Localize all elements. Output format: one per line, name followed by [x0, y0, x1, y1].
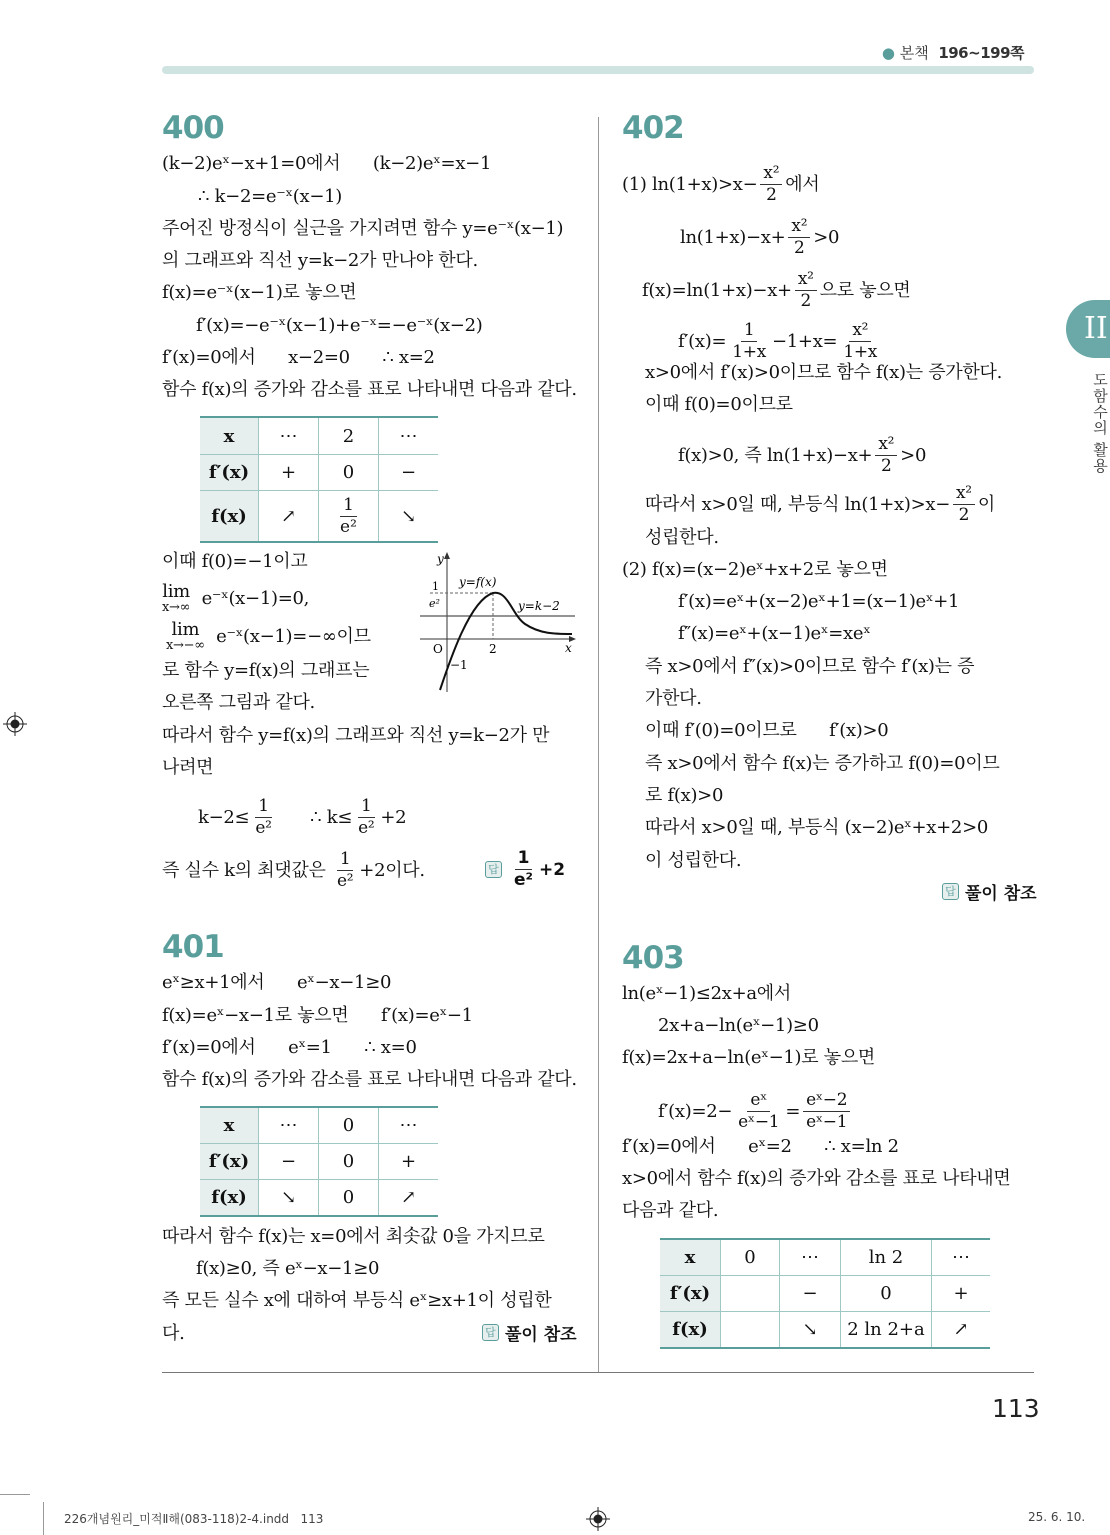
answer-badge-icon: 답 — [942, 883, 959, 900]
math-text: 이 성립한다. — [645, 850, 742, 871]
table-cell — [660, 1276, 721, 1312]
s402-line — [645, 483, 995, 526]
table-cell — [379, 1180, 439, 1217]
s402-line — [642, 269, 911, 312]
numerator: 1 — [337, 849, 354, 871]
math-text: f(x)=eˣ−x−1로 놓으면 f′(x)=eˣ−1 — [162, 1005, 473, 1026]
math-text: 따라서 x>0일 때, 부등식 (x−2)eˣ+x+2>0 — [645, 817, 989, 838]
cell-text: f′(x) — [669, 1283, 711, 1304]
denominator: e² — [255, 818, 272, 838]
math-text: 풀이 참조 — [505, 1325, 577, 1345]
cell-text: ↘ — [280, 1187, 297, 1208]
math-text: +2 — [380, 806, 407, 828]
table-cell — [319, 455, 379, 491]
math-text: (k−2)eˣ−x+1=0에서 (k−2)eˣ=x−1 — [162, 153, 492, 174]
math-text: 로 f(x)>0 — [645, 785, 724, 806]
answer-value — [505, 1320, 577, 1345]
s401-line — [162, 1035, 417, 1061]
numerator: x² — [875, 434, 897, 456]
math-text: k−2≤ — [198, 806, 250, 828]
limit-subscript: x→−∞ — [166, 638, 205, 653]
math-text: 풀이 참조 — [965, 884, 1037, 904]
s400-line — [162, 549, 307, 575]
math-text: f(x)=ln(1+x)−x+ — [642, 279, 792, 301]
cell-text: ⋯ — [801, 1247, 819, 1268]
denominator: e² — [337, 871, 354, 891]
math-text: 나려면 — [162, 757, 214, 778]
s400-line — [162, 755, 213, 781]
y-axis-arrow-icon — [444, 552, 450, 559]
math-text: f′(x)= — [678, 330, 727, 352]
math-text: 즉 x>0에서 f″(x)>0이므로 함수 f′(x)는 증 — [645, 656, 975, 677]
book-label: 본책 — [899, 44, 929, 62]
s400-line — [196, 313, 482, 339]
fraction — [953, 483, 975, 526]
numerator: x² — [849, 320, 871, 342]
cell-text: f′(x) — [208, 1151, 250, 1172]
function-graph — [410, 545, 585, 695]
table-cell — [259, 417, 319, 455]
s402-line — [645, 686, 702, 712]
numerator: 1 — [741, 320, 758, 342]
s400-line — [162, 345, 435, 371]
problem-number-403: 403 — [622, 940, 684, 976]
cell-text: x — [223, 1115, 235, 1136]
math-text: 2x+a−ln(eˣ−1)≥0 — [658, 1015, 819, 1036]
cell-text: 0 — [342, 462, 355, 483]
numerator: 1 — [358, 796, 375, 818]
math-text: ∴ k≤ — [277, 806, 353, 828]
cell-text: ↘ — [400, 505, 417, 527]
s400-line — [162, 582, 309, 615]
cell-text: 0 — [880, 1283, 892, 1304]
graph-origin-label: O — [433, 642, 443, 656]
math-text: 이때 f(0)=0이므로 — [645, 394, 793, 415]
chapter-tab[interactable]: II — [1066, 300, 1110, 358]
bullet-icon: ● — [881, 44, 895, 62]
s400-line — [162, 690, 315, 716]
table-row — [200, 455, 438, 491]
math-text: e⁻ˣ(x−1)=0, — [196, 587, 310, 609]
table-cell — [200, 1144, 259, 1180]
limit-subscript: x→∞ — [162, 600, 191, 615]
limit — [162, 582, 190, 615]
table-cell — [780, 1239, 841, 1276]
graph-y-intercept: −1 — [450, 658, 468, 672]
s400-line — [162, 658, 369, 684]
cell-text: + — [953, 1283, 969, 1304]
cell-text: f(x) — [211, 1187, 247, 1208]
table-cell — [932, 1239, 991, 1276]
denominator: eˣ−1 — [738, 1112, 780, 1132]
answer-value — [965, 879, 1037, 904]
math-text: = — [785, 1100, 801, 1122]
numerator: x² — [788, 216, 810, 238]
s403-line — [622, 1134, 899, 1160]
footer-file-name: 226개념원리_미적Ⅱ해(083-118)2-4.indd 113 — [64, 1512, 324, 1526]
math-text: −1+x= — [771, 330, 838, 352]
cell-text: 0 — [342, 1187, 355, 1208]
table-cell — [200, 1107, 259, 1144]
s400-line — [162, 849, 425, 892]
problem-number-401: 401 — [162, 929, 224, 965]
registration-mark-icon — [3, 712, 27, 736]
fraction — [252, 796, 274, 839]
table-cell — [259, 455, 319, 491]
s402-line — [645, 848, 741, 874]
table-cell — [721, 1312, 780, 1349]
fraction — [875, 434, 897, 477]
math-text: f″(x)=eˣ+(x−1)eˣ=xeˣ — [678, 623, 871, 644]
s400-answer — [485, 848, 565, 891]
cell-text: − — [802, 1283, 818, 1304]
s403-line — [622, 981, 791, 1007]
table-cell — [200, 417, 259, 455]
s402-line — [645, 783, 723, 809]
s402-line — [645, 718, 888, 744]
cell-text: ⋯ — [279, 1115, 298, 1136]
math-text: ln(1+x)−x+ — [680, 226, 786, 248]
math-text: x>0에서 함수 f(x)의 증가와 감소를 표로 나타내면 — [622, 1168, 1011, 1189]
s402-line — [678, 320, 883, 363]
problem-number-400: 400 — [162, 110, 224, 146]
fraction — [334, 849, 356, 892]
cell-text: 0 — [342, 1151, 355, 1172]
problem-number-402: 402 — [622, 110, 684, 146]
cell-text: ⋯ — [952, 1247, 970, 1268]
limit-operator: lim — [171, 619, 200, 640]
table-cell — [200, 1180, 259, 1217]
chapter-title: 도함수의 활용 — [1091, 372, 1109, 474]
math-text: ∴ k−2=e⁻ˣ(x−1) — [198, 186, 343, 207]
s400-line — [162, 216, 563, 242]
fraction — [337, 495, 360, 538]
bottom-rule — [162, 1372, 1034, 1373]
limit — [166, 620, 205, 653]
s401-line — [162, 1224, 545, 1250]
math-text: 오른쪽 그림과 같다. — [162, 692, 315, 713]
math-text: 이때 f′(0)=0이므로 f′(x)>0 — [645, 720, 889, 741]
denominator: 2 — [766, 185, 777, 205]
cell-text: ↗ — [280, 505, 297, 527]
table-cell — [200, 455, 259, 491]
cell-text: f(x) — [211, 505, 247, 527]
s402-line — [678, 589, 959, 615]
table-row — [660, 1312, 990, 1349]
math-text: f′(x)=0에서 x−2=0 ∴ x=2 — [162, 347, 435, 368]
s403-line — [658, 1090, 853, 1133]
numerator: 1 — [515, 848, 533, 870]
s402-line — [645, 654, 974, 680]
answer-badge-icon: 답 — [482, 1324, 499, 1341]
math-text: 가한다. — [645, 688, 702, 709]
table-cell — [259, 1144, 319, 1180]
s400-variation-table — [200, 416, 438, 543]
s402-line — [622, 557, 888, 583]
math-text: f′(x)=−e⁻ˣ(x−1)+e⁻ˣ=−e⁻ˣ(x−2) — [196, 315, 483, 336]
s402-line — [678, 434, 926, 477]
s400-line — [162, 151, 491, 177]
math-text: 이 — [977, 493, 995, 515]
s400-line — [162, 248, 478, 274]
math-text: f(x)≥0, 즉 eˣ−x−1≥0 — [196, 1258, 380, 1279]
table-cell — [932, 1312, 991, 1349]
table-row — [200, 1144, 438, 1180]
math-text: f(x)=2x+a−ln(eˣ−1)로 놓으면 — [622, 1047, 876, 1068]
s401-line — [196, 1256, 379, 1282]
footer-date: 25. 6. 10. — [1028, 1510, 1086, 1524]
numerator: x² — [795, 269, 817, 291]
math-text: ln(eˣ−1)≤2x+a에서 — [622, 983, 791, 1004]
math-text: e⁻ˣ(x−1)=−∞이므 — [210, 625, 371, 647]
fraction — [760, 163, 782, 206]
math-text: 주어진 방정식이 실근을 가지려면 함수 y=e⁻ˣ(x−1) — [162, 218, 564, 239]
s402-line — [645, 525, 719, 551]
cell-text: 0 — [744, 1247, 756, 1268]
math-text: 에서 — [785, 173, 820, 195]
denominator: 2 — [958, 505, 970, 525]
cell-text: + — [280, 462, 297, 483]
table-row — [660, 1276, 990, 1312]
cell-text: ↗ — [400, 1187, 417, 1208]
math-text: 따라서 함수 y=f(x)의 그래프와 직선 y=k−2가 만 — [162, 725, 550, 746]
answer-value — [508, 848, 565, 891]
table-cell — [841, 1276, 932, 1312]
math-text: >0 — [813, 226, 840, 248]
table-cell — [200, 491, 259, 543]
table-cell — [379, 491, 439, 543]
s403-line — [622, 1045, 875, 1071]
limit-operator: lim — [162, 581, 190, 602]
math-text: 따라서 함수 f(x)는 x=0에서 최솟값 0을 가지므로 — [162, 1226, 545, 1247]
s401-line — [162, 1321, 185, 1347]
cell-text: ↗ — [953, 1319, 969, 1340]
math-text: f′(x)=0에서 eˣ=1 ∴ x=0 — [162, 1037, 417, 1058]
crop-mark — [43, 1502, 44, 1535]
s403-line — [658, 1013, 819, 1039]
cell-text: ln 2 — [868, 1247, 904, 1268]
table-cell — [319, 1107, 379, 1144]
fraction — [795, 269, 817, 312]
cell-text: ↘ — [802, 1319, 818, 1340]
cell-text: 2 ln 2+a — [847, 1319, 925, 1340]
math-text: (2) f(x)=(x−2)eˣ+x+2로 놓으면 — [622, 559, 888, 580]
denominator: 2 — [880, 456, 892, 476]
fraction — [840, 320, 880, 363]
s401-variation-table — [200, 1106, 438, 1217]
graph-y-label: y — [437, 552, 444, 566]
math-text: 따라서 x>0일 때, 부등식 ln(1+x)>x− — [645, 493, 950, 515]
denominator: e² — [340, 516, 357, 537]
s400-line — [166, 620, 371, 653]
table-cell — [379, 1144, 439, 1180]
math-text: 즉 x>0에서 함수 f(x)는 증가하고 f(0)=0이므 — [645, 753, 1000, 774]
fraction — [788, 216, 810, 259]
column-divider — [598, 117, 599, 1373]
s403-line — [622, 1198, 718, 1224]
table-cell — [319, 491, 379, 543]
fraction — [511, 848, 536, 891]
math-text: eˣ≥x+1에서 eˣ−x−1≥0 — [162, 972, 392, 993]
math-text: 다. — [162, 1323, 185, 1344]
numerator: x² — [760, 163, 782, 185]
numerator: 1 — [340, 495, 357, 517]
table-cell — [780, 1276, 841, 1312]
graph-max-denominator: e² — [429, 597, 440, 610]
s400-line — [162, 377, 577, 403]
cell-text: f(x) — [672, 1319, 708, 1340]
s401-line — [162, 1067, 577, 1093]
math-text: 즉 모든 실수 x에 대하여 부등식 eˣ≥x+1이 성립한 — [162, 1290, 552, 1311]
math-text: >0 — [900, 444, 927, 466]
table-cell — [780, 1312, 841, 1349]
s400-line — [162, 280, 356, 306]
math-text: f′(x)=0에서 eˣ=2 ∴ x=ln 2 — [622, 1136, 899, 1157]
table-cell — [379, 455, 439, 491]
math-text: f′(x)=2− — [658, 1100, 733, 1122]
cell-text: − — [280, 1151, 297, 1172]
math-text: 의 그래프와 직선 y=k−2가 만나야 한다. — [162, 250, 478, 271]
fraction — [735, 1090, 782, 1133]
denominator: e² — [358, 818, 375, 838]
math-text: +2 — [538, 859, 566, 880]
math-text: f(x)=e⁻ˣ(x−1)로 놓으면 — [162, 282, 357, 303]
fraction — [355, 796, 377, 839]
denominator: eˣ−1 — [806, 1112, 848, 1132]
page-number: 113 — [992, 1394, 1040, 1423]
header-bar — [162, 66, 1034, 74]
numerator: eˣ — [747, 1090, 770, 1112]
graph-x-tick-2: 2 — [489, 642, 497, 656]
table-cell — [379, 1107, 439, 1144]
math-text: 즉 실수 k의 최댓값은 — [162, 859, 331, 881]
table-cell — [379, 417, 439, 455]
table-cell — [259, 1107, 319, 1144]
table-row — [660, 1239, 990, 1276]
cell-text: − — [400, 462, 417, 483]
graph-max-numerator: 1 — [432, 580, 439, 593]
table-cell — [841, 1312, 932, 1349]
table-cell — [660, 1239, 721, 1276]
denominator: 2 — [794, 238, 805, 258]
table-cell — [721, 1276, 780, 1312]
crop-mark — [0, 1494, 30, 1495]
cell-text: + — [400, 1151, 417, 1172]
s403-line — [622, 1166, 1010, 1192]
table-cell — [319, 417, 379, 455]
numerator: eˣ−2 — [803, 1090, 850, 1112]
denominator: 1+x — [843, 342, 878, 362]
table-row — [200, 491, 438, 543]
graph-line-label: y=k−2 — [518, 599, 560, 613]
table-row — [200, 1180, 438, 1217]
s403-variation-table — [660, 1238, 990, 1349]
numerator: x² — [953, 483, 975, 505]
cell-text: ⋯ — [399, 425, 418, 447]
table-row — [200, 1107, 438, 1144]
fraction — [803, 1090, 850, 1133]
math-text: +2이다. — [359, 859, 425, 881]
numerator: 1 — [255, 796, 272, 818]
table-cell — [932, 1276, 991, 1312]
math-text: 이때 f(0)=−1이고 — [162, 551, 308, 572]
s402-line — [645, 360, 1002, 386]
table-cell — [319, 1144, 379, 1180]
s402-line — [622, 163, 819, 206]
cell-text: 2 — [342, 425, 355, 447]
cell-text: ⋯ — [399, 1115, 418, 1136]
cell-text: x — [223, 425, 235, 447]
s401-answer — [482, 1320, 577, 1345]
cell-text: x — [684, 1247, 696, 1268]
s400-line — [198, 796, 406, 839]
math-text: f(x)>0, 즉 ln(1+x)−x+ — [678, 444, 873, 466]
math-text: 함수 f(x)의 증가와 감소를 표로 나타내면 다음과 같다. — [162, 1069, 577, 1090]
denominator: 2 — [800, 291, 812, 311]
table-cell — [660, 1312, 721, 1349]
math-text: (1) ln(1+x)>x− — [622, 173, 758, 195]
table-cell — [259, 1180, 319, 1217]
math-text: 으로 놓으면 — [819, 279, 911, 301]
math-text: 로 함수 y=f(x)의 그래프는 — [162, 660, 370, 681]
registration-mark-icon — [586, 1507, 610, 1531]
s402-line — [680, 216, 839, 259]
s401-line — [162, 1288, 551, 1314]
page-range: 196~199쪽 — [938, 44, 1024, 62]
table-cell — [721, 1239, 780, 1276]
s402-line — [645, 815, 988, 841]
cell-text: f′(x) — [208, 462, 250, 483]
fraction — [729, 320, 769, 363]
s401-line — [162, 1003, 473, 1029]
table-row — [200, 417, 438, 455]
s402-line — [645, 392, 793, 418]
math-text: f′(x)=eˣ+(x−2)eˣ+1=(x−1)eˣ+1 — [678, 591, 960, 612]
cell-text: ⋯ — [279, 425, 298, 447]
s402-line — [645, 751, 1000, 777]
math-text: 성립한다. — [645, 527, 719, 548]
s402-answer — [942, 879, 1037, 904]
math-text: x>0에서 f′(x)>0이므로 함수 f(x)는 증가한다. — [645, 362, 1002, 383]
math-text: 함수 f(x)의 증가와 감소를 표로 나타내면 다음과 같다. — [162, 379, 577, 400]
s400-line — [162, 723, 549, 749]
table-cell — [259, 491, 319, 543]
denominator: 1+x — [732, 342, 766, 362]
s401-line — [162, 970, 391, 996]
denominator: e² — [514, 870, 533, 890]
book-page-reference — [882, 42, 1024, 63]
math-text: 다음과 같다. — [622, 1200, 719, 1221]
s400-line — [198, 184, 342, 210]
answer-badge-icon: 답 — [485, 861, 502, 878]
s402-line — [678, 621, 871, 647]
graph-curve-label: y=f(x) — [459, 575, 497, 589]
table-cell — [319, 1180, 379, 1217]
graph-x-label: x — [565, 641, 572, 655]
table-cell — [841, 1239, 932, 1276]
cell-text: 0 — [342, 1115, 355, 1136]
